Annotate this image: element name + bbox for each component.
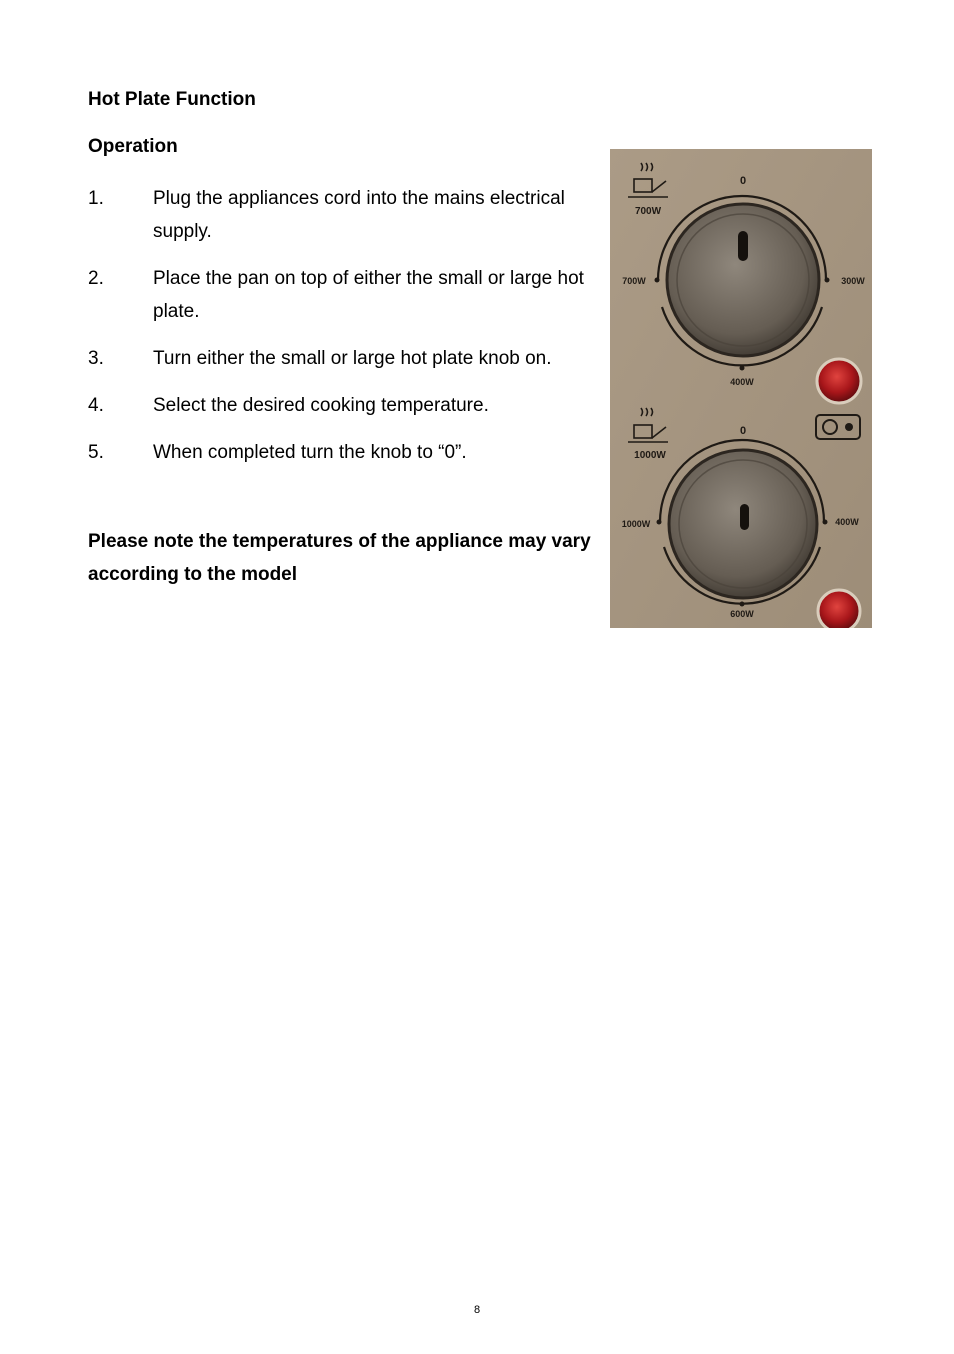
- bottom-knob-right-label: 400W: [835, 517, 859, 527]
- step-text: Select the desired cooking temperature.: [153, 395, 489, 416]
- bottom-knob-left-label: 1000W: [621, 519, 651, 529]
- step-text: Place the pan on top of either the small or large hot plate.: [153, 268, 584, 322]
- list-item: [88, 389, 608, 422]
- bottom-icon-power-label: 1000W: [634, 450, 666, 461]
- list-item: [88, 262, 608, 328]
- step-text: Turn either the small or large hot plate knob on.: [153, 348, 552, 369]
- top-knob-zero-label: 0: [739, 175, 747, 187]
- step-number: 5.: [88, 442, 104, 463]
- top-knob-pointer: [738, 231, 748, 261]
- list-item: [88, 182, 608, 248]
- top-knob-right-label: 300W: [841, 276, 865, 286]
- bottom-knob-bottom-label: 600W: [730, 609, 754, 619]
- bottom-knob-pointer: [740, 504, 749, 530]
- step-number: 4.: [88, 395, 104, 416]
- list-item: [88, 342, 608, 375]
- bottom-indicator-light: [818, 590, 860, 628]
- step-number: 2.: [88, 268, 104, 289]
- step-text: Plug the appliances cord into the mains electrical supply.: [153, 188, 565, 242]
- step-number: 3.: [88, 348, 104, 369]
- page-number: 8: [473, 1304, 481, 1316]
- top-knob: [667, 204, 819, 356]
- temperature-note: Please note the temperatures of the appliance may vary according to the model: [88, 531, 591, 585]
- steps-list: [88, 182, 608, 483]
- section-subtitle: Operation: [88, 136, 178, 157]
- top-knob-bottom-label: 400W: [730, 377, 754, 387]
- control-panel-photo: [610, 149, 872, 628]
- top-icon-power-label: 700W: [634, 206, 662, 217]
- bottom-knob-zero-label: 0: [739, 425, 747, 437]
- section-title: Hot Plate Function: [88, 89, 256, 110]
- top-indicator-light: [817, 359, 861, 403]
- step-number: 1.: [88, 188, 104, 209]
- list-item: [88, 436, 608, 469]
- top-knob-left-label: 700W: [622, 276, 646, 286]
- step-text: When completed turn the knob to “0”.: [153, 442, 467, 463]
